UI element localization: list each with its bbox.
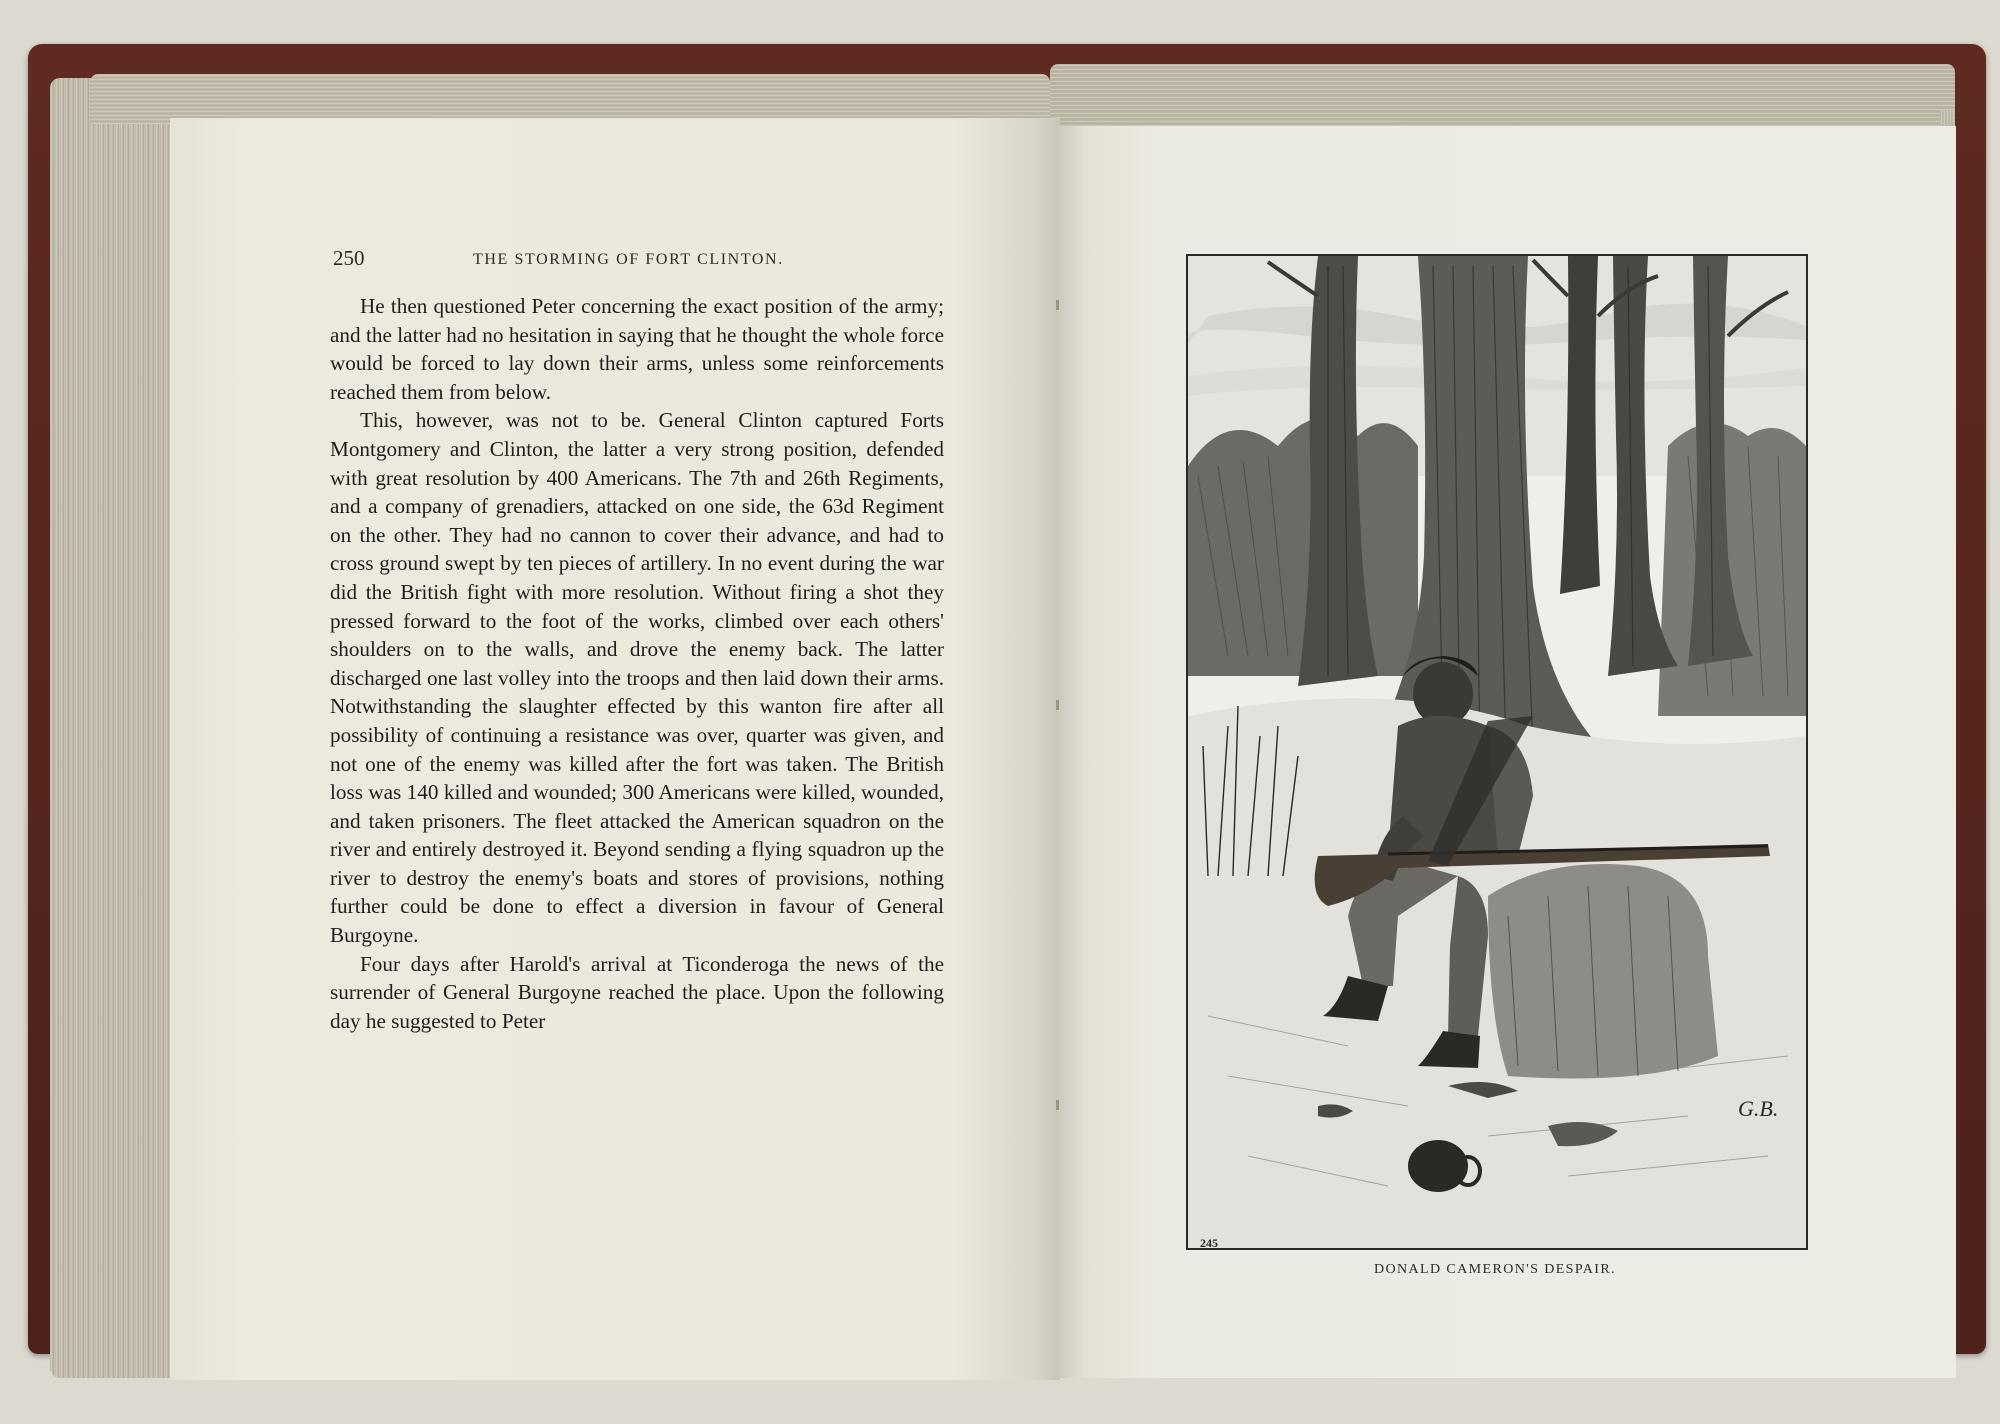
paragraph: Four days after Harold's arrival at Ticonderoga the news of the surrender of General Burgoyne reached the place. Upon the following day he suggested to Peter [330,951,944,1033]
page-edges-top-left [90,74,1050,124]
binding-stitch [1056,700,1059,710]
body-text [330,292,944,1035]
binding-stitch [1056,1100,1059,1110]
page-number: 250 [333,246,365,270]
illustration-plate [1186,254,1808,1250]
page-edges-left [50,78,185,1378]
page-edges-top-right [1050,64,1955,130]
running-head-title: THE STORMING OF FORT CLINTON. [473,251,784,268]
plate-number: 245 [1200,1236,1218,1250]
paragraph: He then questioned Peter concerning the exact position of the army; and the latter had no hesitation in saying that he thought the whole force would be forced to lay down their arms, unless some reinforcements reached them from below. [330,294,944,404]
illustration-caption: DONALD CAMERON'S DESPAIR. [1374,1262,1616,1277]
binding-stitch [1056,300,1059,310]
forest-illustration [1188,256,1806,1248]
running-head [333,246,973,274]
paragraph: This, however, was not to be. General Clinton captured Forts Montgomery and Clinton, the latter a very strong position, defended with great resolution by 400 Americans. The 7th and 26th Regiments, and a company of grenadiers, attacked on one side, the 63d Regiment on the other. They had no cannon to cover their advance, and had to cross ground swept by ten pieces of artillery. In no event during the war did the British fight with more resolution. Without firing a shot they pressed forward to the foot of the works, climbed over each others' shoulders on to the walls, and drove the enemy back. The latter discharged one last volley into the troops and then laid down their arms. Notwithstanding the slaughter effected by this wanton fire after all possibility of continuing a resistance was over, quarter was given, and not one of the enemy was killed after the fort was taken. The British loss was 140 killed and wounded; 300 Americans were killed, wounded, and taken prisoners. The fleet attacked the American squadron on the river and entirely destroyed it. Beyond sending a flying squadron up the river to destroy the enemy's boats and stores of provisions, nothing further could be done to effect a diversion in favour of General Burgoyne. [330,408,944,948]
svg-text:G.B.: G.B. [1738,1096,1779,1121]
